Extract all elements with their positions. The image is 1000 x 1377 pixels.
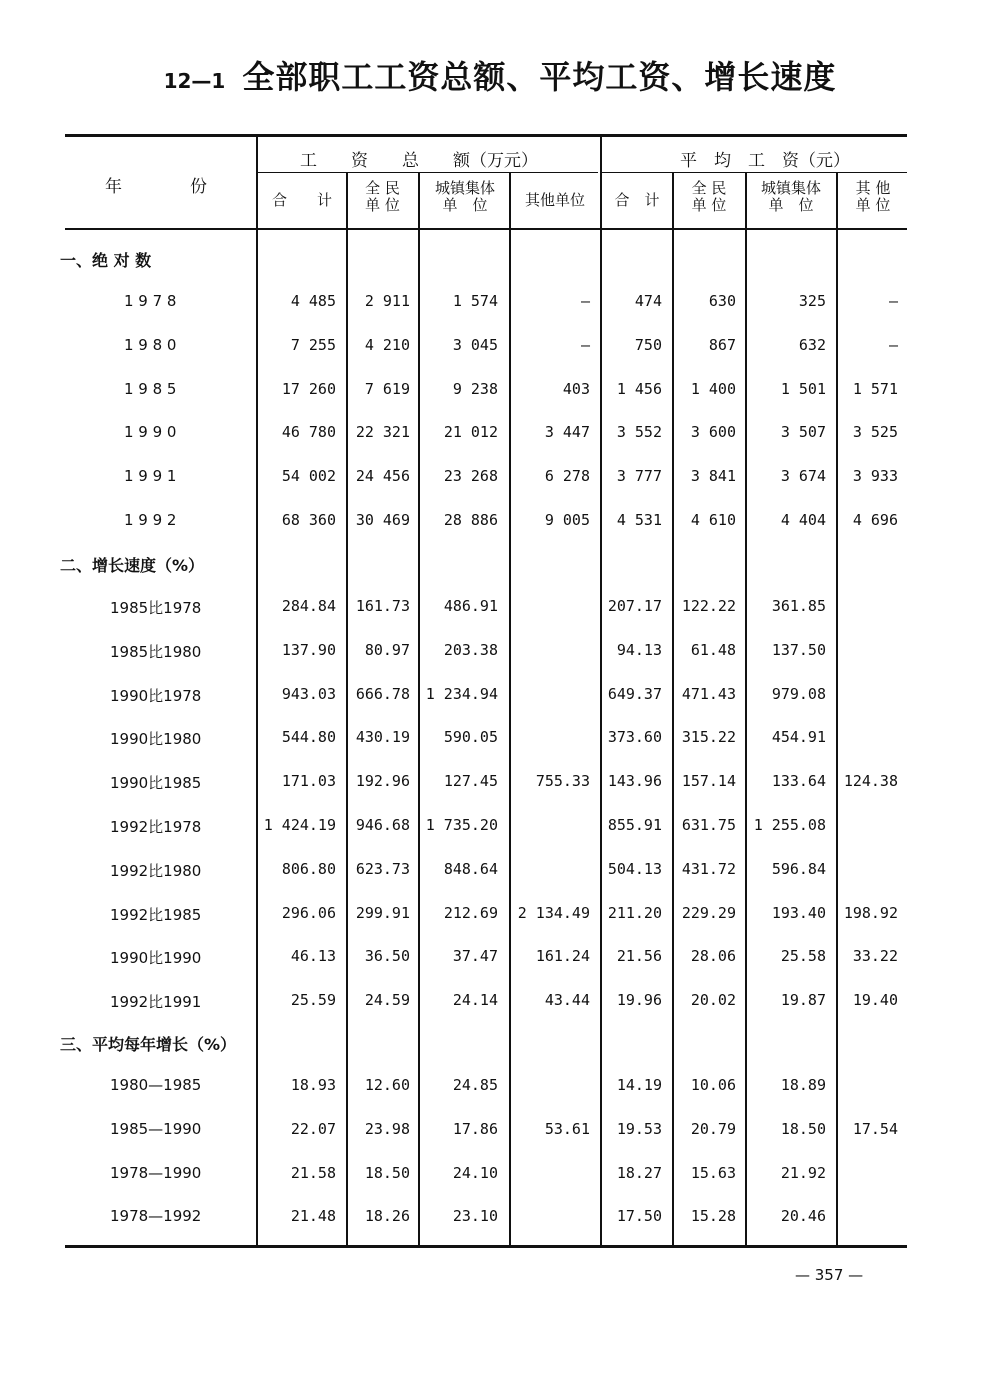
table-cell: —: [888, 292, 898, 310]
table-cell: 161.24: [535, 947, 590, 966]
table-cell: 21.48: [290, 1207, 336, 1226]
section-label: 一、绝 对 数: [60, 251, 152, 270]
row-label: 1 9 9 2: [124, 511, 177, 529]
table-cell: 4 404: [780, 511, 826, 529]
table-cell: 946.68: [355, 816, 410, 834]
table-cell: 15.28: [690, 1207, 736, 1226]
table-cell: 1 574: [452, 292, 498, 310]
table-cell: 454.91: [771, 728, 826, 747]
table-cell: 53.61: [544, 1119, 590, 1138]
header-bottom-rule: [65, 228, 907, 230]
table-cell: 171.03: [281, 772, 336, 791]
table-cell: 207.17: [607, 597, 662, 615]
table-cell: 46.13: [290, 947, 336, 966]
section-label: 二、增长速度（%）: [60, 556, 205, 575]
table-cell: 33.22: [852, 947, 898, 966]
table-cell: 20.79: [690, 1119, 736, 1138]
table-cell: 649.37: [607, 684, 662, 703]
table-cell: 3 045: [452, 335, 498, 354]
table-cell: 19.53: [616, 1119, 662, 1138]
table-title: [0, 52, 1000, 98]
table-cell: 19.96: [616, 991, 662, 1010]
row-label: 1992比1980: [110, 861, 202, 880]
table-cell: 23.98: [364, 1119, 410, 1138]
table-cell: 3 841: [690, 467, 736, 486]
table-cell: 1 255.08: [753, 816, 826, 834]
table-cell: 471.43: [681, 684, 736, 703]
row-label: 1 9 7 8: [124, 292, 177, 310]
table-cell: 192.96: [355, 772, 410, 791]
table-cell: 94.13: [616, 640, 662, 659]
table-cell: 229.29: [681, 903, 736, 922]
table-cell: 430.19: [355, 728, 410, 747]
table-cell: 3 777: [616, 467, 662, 486]
table-cell: 24 456: [355, 467, 410, 486]
table-cell: 755.33: [535, 772, 590, 791]
column-header: 城镇集体 单 位: [760, 179, 821, 214]
table-cell: 7 255: [290, 335, 336, 354]
table-cell: 284.84: [281, 597, 336, 615]
table-cell: 544.80: [281, 728, 336, 747]
table-cell: 212.69: [443, 903, 498, 922]
table-cell: 122.22: [681, 597, 736, 615]
row-label: 1990比1985: [110, 774, 202, 793]
table-number: 12—1: [163, 69, 226, 93]
row-label: 1978—1992: [110, 1207, 202, 1226]
table-cell: 6 278: [544, 467, 590, 486]
table-cell: 1 424.19: [263, 816, 336, 834]
table-cell: 18.26: [364, 1207, 410, 1226]
table-cell: 596.84: [771, 859, 826, 878]
table-cell: 24.10: [452, 1163, 498, 1182]
table-cell: 24.14: [452, 991, 498, 1010]
column-header: 合 计: [614, 191, 660, 209]
header-year: 年 份: [105, 177, 207, 197]
table-cell: 30 469: [355, 511, 410, 529]
col-divider: [600, 137, 602, 1245]
row-label: 1992比1978: [110, 818, 202, 836]
col-divider: [509, 172, 511, 1245]
row-label: 1978—1990: [110, 1163, 202, 1182]
table-cell: 1 735.20: [425, 816, 498, 834]
table-cell: 3 674: [780, 467, 826, 486]
column-header: 其 他 单 位: [855, 179, 891, 214]
table-cell: 4 531: [616, 511, 662, 529]
table-cell: 18.89: [780, 1076, 826, 1094]
table-cell: 848.64: [443, 859, 498, 878]
table-cell: 2 911: [364, 292, 410, 310]
row-label: 1992比1991: [110, 993, 202, 1012]
table-cell: 1 571: [852, 379, 898, 398]
table-cell: 979.08: [771, 684, 826, 703]
table-cell: —: [580, 292, 590, 310]
table-cell: 21.92: [780, 1163, 826, 1182]
row-label: 1985—1990: [110, 1119, 202, 1138]
table-cell: 24.85: [452, 1076, 498, 1094]
table-cell: 299.91: [355, 903, 410, 922]
table-cell: 68 360: [281, 511, 336, 529]
header-group-total: 工 资 总 额（万元）: [300, 151, 538, 171]
table-cell: 632: [798, 335, 826, 354]
table-cell: 631.75: [681, 816, 736, 834]
table-cell: 4 610: [690, 511, 736, 529]
table-cell: 21.58: [290, 1163, 336, 1182]
table-cell: 137.90: [281, 640, 336, 659]
table-cell: 431.72: [681, 859, 736, 878]
table-cell: 157.14: [681, 772, 736, 791]
table-cell: 666.78: [355, 684, 410, 703]
table-cell: 296.06: [281, 903, 336, 922]
table-cell: 373.60: [607, 728, 662, 747]
table-cell: 37.47: [452, 947, 498, 966]
table-cell: 20.46: [780, 1207, 826, 1226]
table-cell: 15.63: [690, 1163, 736, 1182]
table-cell: 3 600: [690, 423, 736, 442]
table-cell: 18.50: [780, 1119, 826, 1138]
table-cell: 133.64: [771, 772, 826, 791]
table-cell: 20.02: [690, 991, 736, 1010]
table-cell: 623.73: [355, 859, 410, 878]
table-cell: 855.91: [607, 816, 662, 834]
table-cell: 1 234.94: [425, 684, 498, 703]
section-label: 三、平均每年增长（%）: [60, 1035, 237, 1054]
table-cell: 143.96: [607, 772, 662, 791]
table-cell: 867: [708, 335, 736, 354]
table-cell: 4 485: [290, 292, 336, 310]
table-cell: 590.05: [443, 728, 498, 747]
column-header: 合 计: [271, 191, 332, 209]
table-cell: 17.54: [852, 1119, 898, 1138]
col-divider: [418, 172, 420, 1245]
row-label: 1990比1990: [110, 949, 202, 968]
column-header: 其他单位: [524, 191, 585, 209]
table-cell: 1 501: [780, 379, 826, 398]
table-cell: 3 933: [852, 467, 898, 486]
table-cell: 18.93: [290, 1076, 336, 1094]
table-cell: 43.44: [544, 991, 590, 1010]
column-header: 城镇集体 单 位: [434, 179, 495, 214]
table-cell: 361.85: [771, 597, 826, 615]
table-cell: 46 780: [281, 423, 336, 442]
column-header: 全 民 单 位: [691, 179, 727, 214]
row-label: 1992比1985: [110, 905, 202, 924]
header-group-avg: 平 均 工 资（元）: [680, 151, 850, 171]
table-cell: 9 238: [452, 379, 498, 398]
table-cell: 474: [634, 292, 662, 310]
table-cell: 137.50: [771, 640, 826, 659]
table-cell: 203.38: [443, 640, 498, 659]
table-cell: 630: [708, 292, 736, 310]
table-cell: 943.03: [281, 684, 336, 703]
table-cell: 24.59: [364, 991, 410, 1010]
table-cell: 403: [562, 379, 590, 398]
table-cell: 12.60: [364, 1076, 410, 1094]
table-cell: 504.13: [607, 859, 662, 878]
table-cell: 25.58: [780, 947, 826, 966]
table-cell: 25.59: [290, 991, 336, 1010]
table-cell: 315.22: [681, 728, 736, 747]
table-cell: 2 134.49: [517, 903, 590, 922]
table-cell: 7 619: [364, 379, 410, 398]
table-cell: 22 321: [355, 423, 410, 442]
column-header: 全 民 单 位: [365, 179, 400, 214]
row-label: 1985比1980: [110, 642, 202, 661]
table-cell: 211.20: [607, 903, 662, 922]
table-cell: 9 005: [544, 511, 590, 529]
table-cell: —: [580, 335, 590, 354]
row-label: 1 9 9 0: [124, 423, 177, 442]
table-cell: 161.73: [355, 597, 410, 615]
col-divider: [256, 137, 258, 1245]
row-label: 1990比1978: [110, 686, 202, 705]
table-cell: 17 260: [281, 379, 336, 398]
table-cell: 750: [634, 335, 662, 354]
row-label: 1 9 9 1: [124, 467, 177, 486]
table-title-text: 全部职工工资总额、平均工资、增长速度: [242, 58, 837, 96]
col-divider: [346, 172, 348, 1245]
col-divider: [745, 172, 747, 1245]
table-cell: 19.87: [780, 991, 826, 1010]
row-label: 1990比1980: [110, 730, 202, 749]
table-cell: 1 456: [616, 379, 662, 398]
table-cell: 22.07: [290, 1119, 336, 1138]
table-cell: 54 002: [281, 467, 336, 486]
table-cell: 124.38: [843, 772, 898, 791]
row-label: 1980—1985: [110, 1076, 202, 1094]
table-cell: —: [888, 335, 898, 354]
table-cell: 127.45: [443, 772, 498, 791]
table-cell: 325: [798, 292, 826, 310]
table-cell: 80.97: [364, 640, 410, 659]
table-cell: 17.86: [452, 1119, 498, 1138]
page-number: — 357 —: [795, 1266, 864, 1284]
table-cell: 3 507: [780, 423, 826, 442]
table-cell: 28.06: [690, 947, 736, 966]
table-cell: 198.92: [843, 903, 898, 922]
table-cell: 4 696: [852, 511, 898, 529]
col-divider: [836, 172, 838, 1245]
table-cell: 21 012: [443, 423, 498, 442]
table-cell: 14.19: [616, 1076, 662, 1094]
table-cell: 23 268: [443, 467, 498, 486]
table-cell: 193.40: [771, 903, 826, 922]
table-cell: 3 552: [616, 423, 662, 442]
table-cell: 28 886: [443, 511, 498, 529]
table-cell: 10.06: [690, 1076, 736, 1094]
row-label: 1 9 8 5: [124, 379, 177, 398]
row-label: 1985比1978: [110, 599, 202, 617]
table-cell: 486.91: [443, 597, 498, 615]
table-cell: 806.80: [281, 859, 336, 878]
table-cell: 19.40: [852, 991, 898, 1010]
table-cell: 3 447: [544, 423, 590, 442]
top-rule: [65, 134, 907, 137]
table-cell: 3 525: [852, 423, 898, 442]
header-mid-rule-avg: [602, 172, 907, 173]
header-mid-rule-total: [258, 172, 598, 173]
table-cell: 36.50: [364, 947, 410, 966]
table-cell: 4 210: [364, 335, 410, 354]
table-cell: 18.27: [616, 1163, 662, 1182]
table-cell: 17.50: [616, 1207, 662, 1226]
row-label: 1 9 8 0: [124, 335, 177, 354]
bottom-rule: [65, 1245, 907, 1248]
table-cell: 21.56: [616, 947, 662, 966]
col-divider: [672, 172, 674, 1245]
table-cell: 61.48: [690, 640, 736, 659]
table-cell: 18.50: [364, 1163, 410, 1182]
table-cell: 23.10: [452, 1207, 498, 1226]
table-cell: 1 400: [690, 379, 736, 398]
